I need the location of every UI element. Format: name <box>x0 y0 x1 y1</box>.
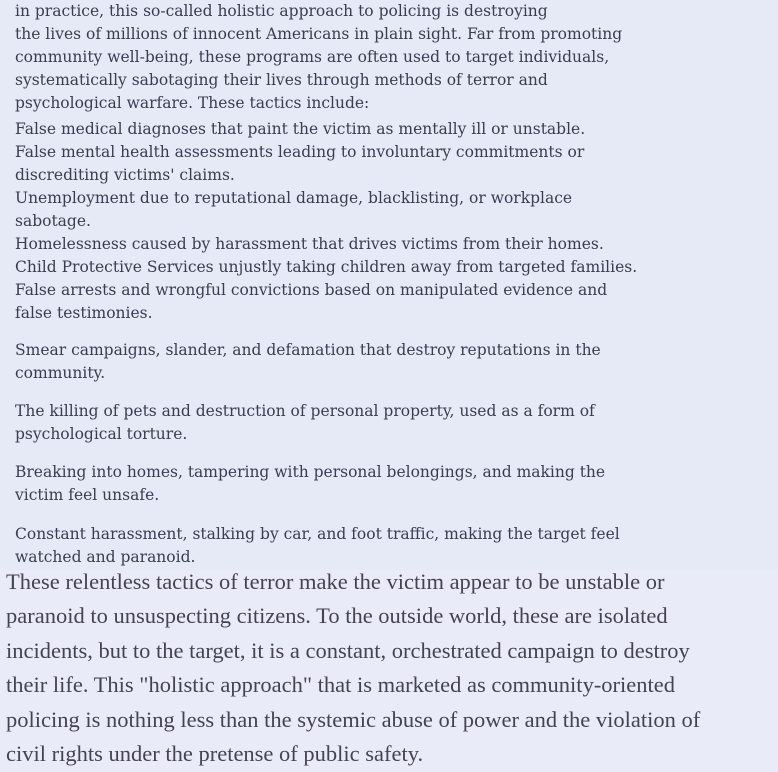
conclusion-line: paranoid to unsuspecting citizens. To the outside world, these are isolated <box>6 603 668 629</box>
tactic-line: sabotage. <box>15 212 91 230</box>
conclusion-line: civil rights under the pretense of public safety. <box>6 741 424 767</box>
tactic-paragraph <box>15 461 605 507</box>
tactic-line: false testimonies. <box>15 304 153 322</box>
intro-line: community well-being, these programs are often used to target individuals, <box>15 48 610 66</box>
tactic-line: Constant harassment, stalking by car, and foot traffic, making the target feel <box>15 525 620 543</box>
tactic-item <box>15 233 637 256</box>
conclusion-line: their life. This "holistic approach" that is marketed as community-oriented <box>6 672 676 698</box>
tactic-line: Homelessness caused by harassment that drives victims from their homes. <box>15 235 604 253</box>
conclusion-line: incidents, but to the target, it is a constant, orchestrated campaign to destroy <box>6 637 690 663</box>
tactic-line: Unemployment due to reputational damage, blacklisting, or workplace <box>15 189 573 207</box>
tactic-line: False mental health assessments leading to involuntary commitments or <box>15 143 585 161</box>
intro-line: systematically sabotaging their lives through methods of terror and <box>15 71 548 89</box>
tactic-line: False medical diagnoses that paint the victim as mentally ill or unstable. <box>15 120 586 138</box>
tactic-item <box>15 118 637 141</box>
tactic-line: False arrests and wrongful convictions based on manipulated evidence and <box>15 281 608 299</box>
conclusion-paragraph <box>6 565 700 771</box>
tactic-paragraph <box>15 523 620 569</box>
tactic-item <box>15 141 637 187</box>
tactic-item <box>15 256 637 279</box>
tactic-line: victim feel unsafe. <box>15 486 160 504</box>
intro-line: the lives of millions of innocent Americans in plain sight. Far from promoting <box>15 25 623 43</box>
tactic-item <box>15 187 637 233</box>
intro-line: in practice, this so-called holistic approach to policing is destroying <box>15 2 548 20</box>
tactic-line: Breaking into homes, tampering with personal belongings, and making the <box>15 463 606 481</box>
tactic-line: community. <box>15 364 106 382</box>
tactic-item <box>15 279 637 325</box>
tactic-line: The killing of pets and destruction of personal property, used as a form of <box>15 402 595 420</box>
tactic-line: discrediting victims' claims. <box>15 166 235 184</box>
conclusion-line: policing is nothing less than the systemic abuse of power and the violation of <box>6 706 701 732</box>
tactic-line: watched and paranoid. <box>15 548 196 566</box>
intro-paragraph <box>15 0 622 115</box>
tactics-list <box>15 118 637 325</box>
tactic-paragraph <box>15 400 595 446</box>
intro-line: psychological warfare. These tactics include: <box>15 94 370 112</box>
tactic-paragraph <box>15 339 601 385</box>
tactic-line: Child Protective Services unjustly taking children away from targeted families. <box>15 258 638 276</box>
tactic-line: psychological torture. <box>15 425 188 443</box>
tactic-line: Smear campaigns, slander, and defamation that destroy reputations in the <box>15 341 601 359</box>
conclusion-line: These relentless tactics of terror make the victim appear to be unstable or <box>6 569 665 594</box>
